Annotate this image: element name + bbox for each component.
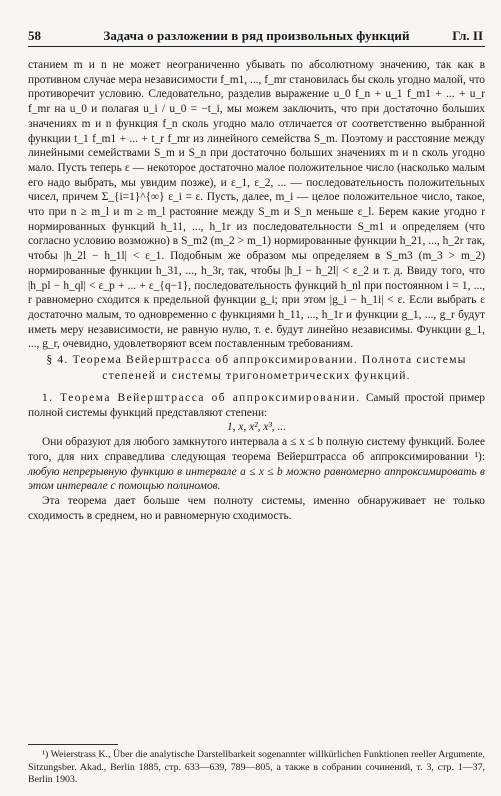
- subsection-intro: Самый простой пример полной системы функций представляют степени:: [28, 392, 485, 419]
- section-heading: § 4. Теорема Вейерштрасса об аппроксимировании. Полнота системы степеней и системы тригонометрических функций.: [46, 353, 467, 382]
- footnote-rule: [28, 744, 118, 745]
- chapter-label: Гл. II: [452, 28, 483, 43]
- page-header: [28, 26, 485, 47]
- footnote: [28, 749, 485, 787]
- theorem-intro: Они образуют для любого замкнутого интервала a ≤ x ≤ b полную систему функций. Более того, для них справедлива следующая теорема Вейерштрасса об аппроксимировании ¹):: [28, 436, 485, 463]
- subsection-title: 1. Теорема Вейерштрасса об аппроксимировании.: [42, 392, 361, 405]
- theorem-statement: любую непрерывную функцию в интервале a ≤ x ≤ b можно равномерно аппроксимировать в этом интервале с помощью полиномов.: [28, 465, 485, 493]
- paragraph-continuation: станием m и n не может неограниченно убывать по абсолютному значению, так как в противном случае мера независимости f_m1, ..., f_mr становилась бы сколь угодно малой, что противоречит условию. Следовательно, разделив выражение u_0 f_n + u_1 f_m1 + ... + u_r f_mr на u_0 и полагая u_i / u_0 = −t_i, мы можем заключить, что при достаточно больших значениях m и n функция f_n сколь угодно мало отличается от соответственно выбранной функции t_1 f_m1 + ... + t_r f_mr из линейного семейства S_m. Поэтому и расстояние между линейными семействами S_m и S_n при достаточно больших значениях m и n сколь угодно мало. Пусть теперь ε — некоторое достаточно малое положительное число (насколько малым его надо выбрать, мы увидим позже), и ε_1, ε_2, ... — последовательность положительных чисел, причем Σ_{i=1}^{∞} ε_i = ε. Пусть, далее, m_i — целое положительное число, такое, что при n ≥ m_l и m ≥ m_l растояние между S_m и S_n меньше ε_l. Берем какие угодно r нормированных функций h_11, ..., h_1r из последовательности S_m1 и определяем (что согласно условию возможно) в S_m2 (m_2 > m_1) нормированные функции h_21, ..., h_2r так, чтобы |h_2l − h_1l| < ε_1. Подобным же образом мы определяем в S_m3 (m_3 > m_2) нормированные функции h_31, ..., h_3r, так, чтобы |h_l − h_2l| < ε_2 и т. д. Ввиду того, что |h_pl − h_ql| < ε_p + ... + ε_{q−1}, последовательность функций h_nl при постоянном i = 1, ..., r равномерно сходится к предельной функции g_i; при этом |g_i − h_1i| < ε. Если выбрать ε достаточно малым, то одновременно с функциями h_11, ..., h_1r и функции g_1, ..., g_r будут иметь меру независимости, не равную нулю, т. е. будут линейно независимы. Функции g_1, ..., g_r, очевидно, удовлетворяют всем поставленным требованиям.: [28, 59, 485, 351]
- closing-paragraph: Эта теорема дает больше чем полноту системы, именно обнаруживает не только сходимость в среднем, но и равномерную сходимость.: [28, 494, 485, 522]
- theorem-paragraph: [28, 435, 485, 494]
- powers-formula: 1, x, x², x³, ...: [226, 421, 287, 434]
- footnote-text: ¹) Weierstrass K., Über die analytische Darstellbarkeit sogenannter willkürlichen Funktionen reeller Argumente, Sitzungsber. Akad., Berlin 1885, стр. 633—639, 789—805, а также в собрании сочинений, т. 3, стр. 1—37, Berlin 1903.: [28, 749, 485, 785]
- subsection-paragraph: [28, 391, 485, 420]
- running-title: Задача о разложении в ряд произвольных функций: [103, 28, 410, 43]
- page-number: 58: [28, 28, 41, 43]
- main-text: [28, 58, 485, 523]
